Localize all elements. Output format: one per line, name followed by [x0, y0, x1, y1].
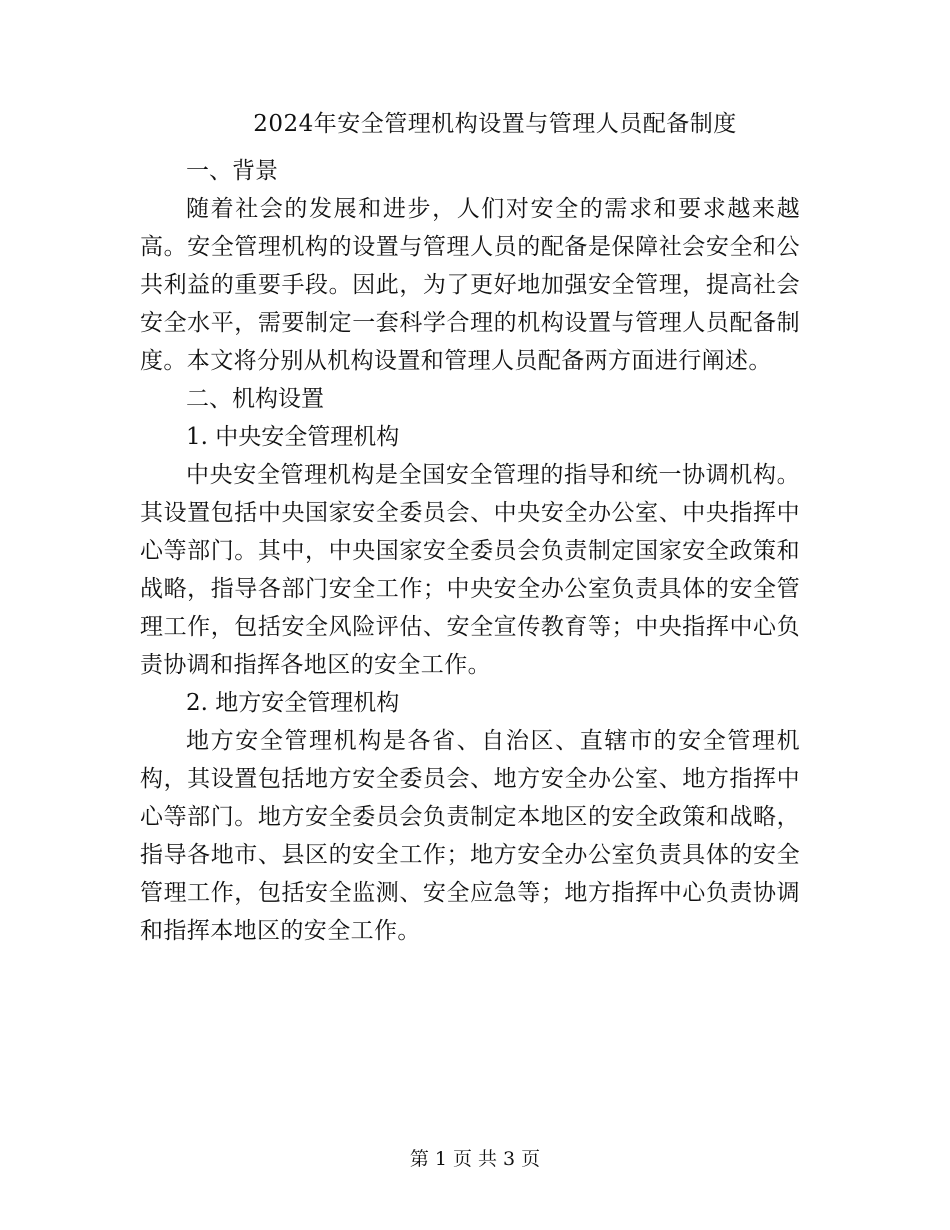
paragraph-central: 中央安全管理机构是全国安全管理的指导和统一协调机构。其设置包括中央国家安全委员会、中央安全办公室、中央指挥中心等部门。其中，中央国家安全委员会负责制定国家安全政策和战略，指导各部门安全工作；中央安全办公室负责具体的安全管理工作，包括安全风险评估、安全宣传教育等；中央指挥中心负责协调和指挥各地区的安全工作。: [140, 462, 800, 678]
footer-middle: 页 共: [452, 1148, 498, 1170]
page-footer: [0, 1146, 950, 1172]
document-body: [140, 152, 800, 950]
paragraph-background: 随着社会的发展和进步，人们对安全的需求和要求越来越高。安全管理机构的设置与管理人员的配备是保障社会安全和公共利益的重要手段。因此，为了更好地加强安全管理，提高社会安全水平，需要制定一套科学合理的机构设置与管理人员配备制度。本文将分别从机构设置和管理人员配备两方面进行阐述。: [140, 196, 800, 374]
footer-suffix: 页: [521, 1148, 541, 1170]
section-heading-background: 一、背景: [186, 158, 278, 184]
document-title: 2024年安全管理机构设置与管理人员配备制度: [253, 111, 737, 137]
section-heading-organization: 二、机构设置: [186, 386, 324, 412]
subsection-heading-local: 2. 地方安全管理机构: [186, 690, 400, 716]
footer-page-number: 1: [434, 1148, 447, 1170]
subsection-heading-central: 1. 中央安全管理机构: [186, 424, 400, 450]
paragraph-local: 地方安全管理机构是各省、自治区、直辖市的安全管理机构，其设置包括地方安全委员会、地方安全办公室、地方指挥中心等部门。地方安全委员会负责制定本地区的安全政策和战略，指导各地市、县区的安全工作；地方安全办公室负责具体的安全管理工作，包括安全监测、安全应急等；地方指挥中心负责协调和指挥本地区的安全工作。: [140, 728, 800, 944]
footer-prefix: 第: [409, 1148, 429, 1170]
footer-total-pages: 3: [503, 1148, 516, 1170]
